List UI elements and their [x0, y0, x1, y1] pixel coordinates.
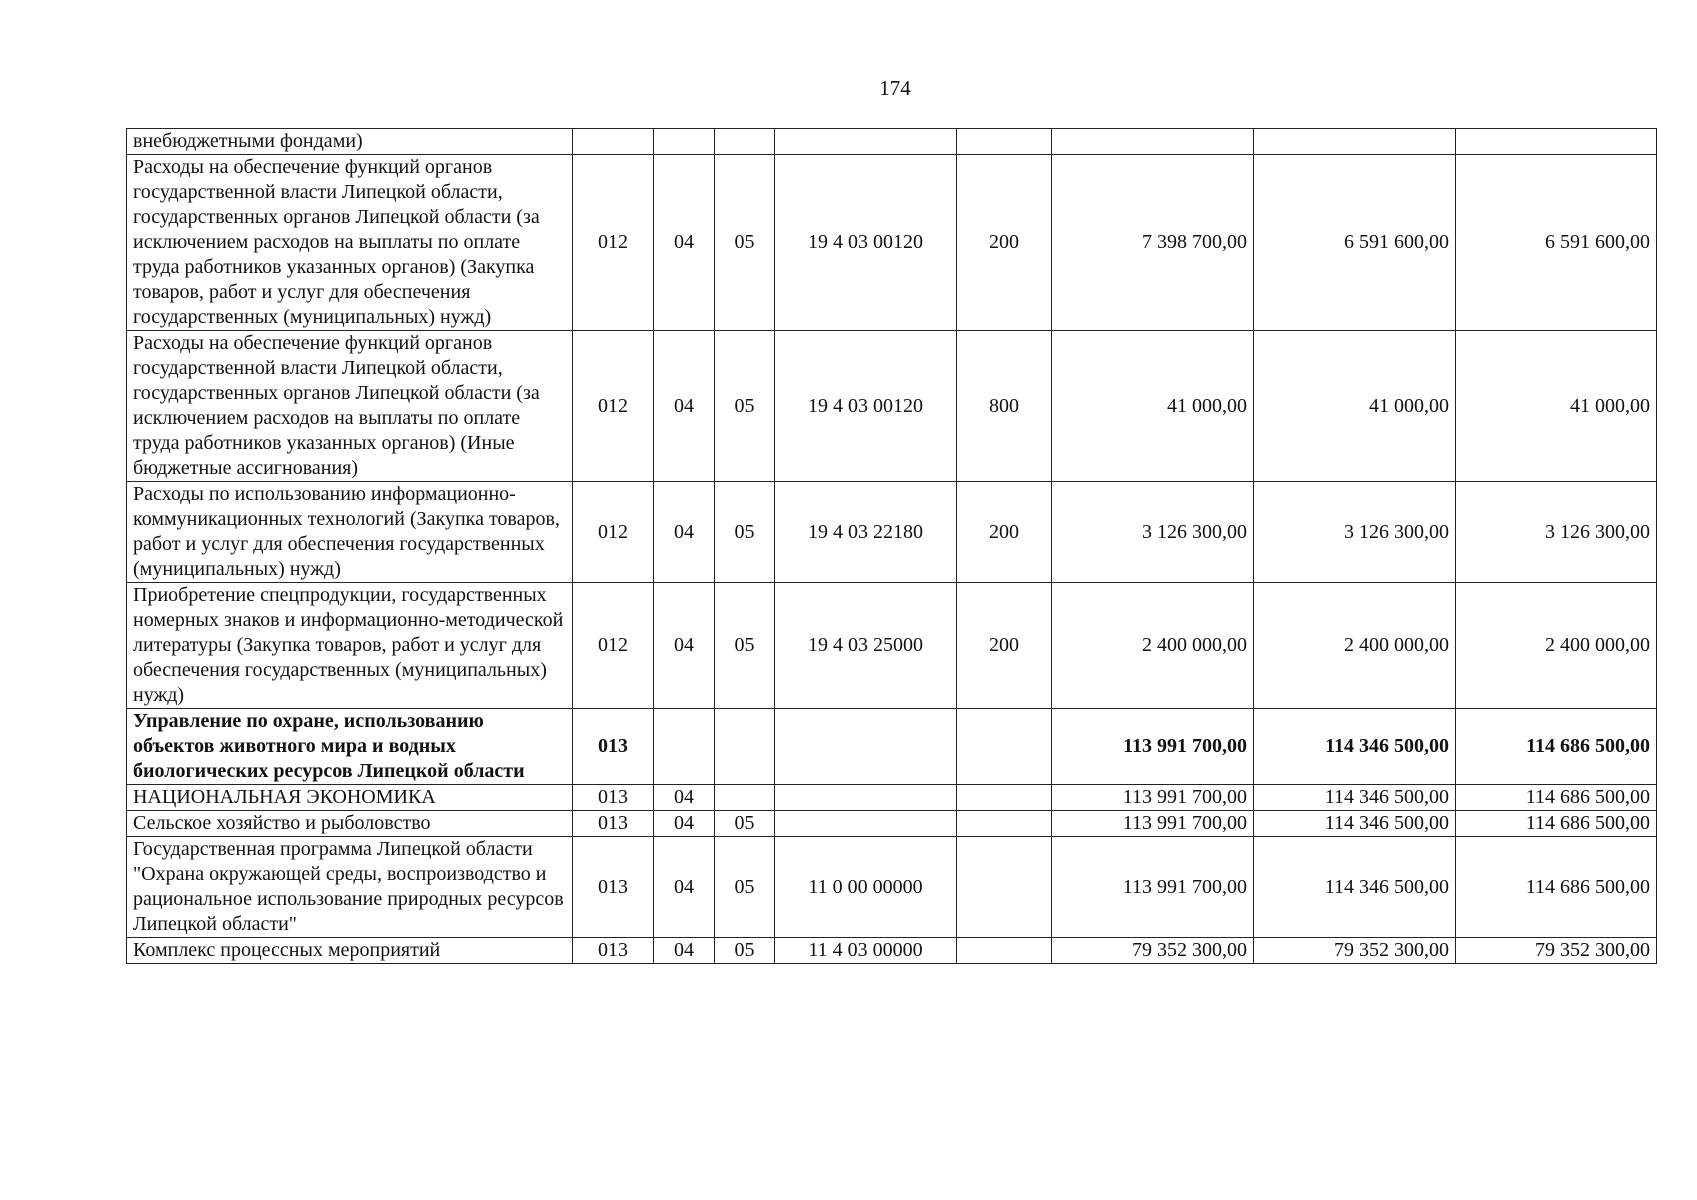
- cell-target-article: 19 4 03 25000: [775, 583, 957, 709]
- cell-department-code: 012: [573, 155, 654, 331]
- cell-expense-type: 800: [957, 331, 1052, 482]
- cell-department-code: 013: [573, 709, 654, 785]
- cell-amount-year1: 113 991 700,00: [1052, 837, 1254, 938]
- table-row: [127, 938, 1657, 964]
- cell-expense-type: [957, 709, 1052, 785]
- cell-expense-type: [957, 785, 1052, 811]
- cell-amount-year2: 114 346 500,00: [1254, 837, 1456, 938]
- cell-amount-year3: 114 686 500,00: [1456, 811, 1657, 837]
- cell-expense-type: [957, 837, 1052, 938]
- table-row: [127, 129, 1657, 155]
- table-row: [127, 785, 1657, 811]
- cell-expense-type: 200: [957, 155, 1052, 331]
- page-number: 174: [879, 76, 911, 100]
- cell-name: Управление по охране, использованию объектов животного мира и водных биологических ресурсов Липецкой области: [127, 709, 573, 785]
- cell-amount-year3: 114 686 500,00: [1456, 709, 1657, 785]
- cell-department-code: 013: [573, 785, 654, 811]
- cell-target-article: 11 4 03 00000: [775, 938, 957, 964]
- cell-name: Комплекс процессных мероприятий: [127, 938, 573, 964]
- cell-name: Государственная программа Липецкой области "Охрана окружающей среды, воспроизводство и рациональное использование природных ресурсов Липецкой области": [127, 837, 573, 938]
- cell-section-code: [654, 709, 715, 785]
- cell-target-article: [775, 129, 957, 155]
- cell-target-article: [775, 709, 957, 785]
- cell-amount-year3: 114 686 500,00: [1456, 837, 1657, 938]
- cell-name: Расходы на обеспечение функций органов государственной власти Липецкой области, государственных органов Липецкой области (за исключением расходов на выплаты по оплате труда работников указанных органов) (Иные бюджетные ассигнования): [127, 331, 573, 482]
- cell-amount-year3: [1456, 129, 1657, 155]
- cell-amount-year2: 6 591 600,00: [1254, 155, 1456, 331]
- cell-department-code: 012: [573, 482, 654, 583]
- cell-amount-year2: 79 352 300,00: [1254, 938, 1456, 964]
- cell-amount-year1: 41 000,00: [1052, 331, 1254, 482]
- cell-expense-type: [957, 129, 1052, 155]
- cell-department-code: 013: [573, 938, 654, 964]
- cell-amount-year1: 79 352 300,00: [1052, 938, 1254, 964]
- cell-name: внебюджетными фондами): [127, 129, 573, 155]
- cell-amount-year2: [1254, 129, 1456, 155]
- cell-amount-year2: 41 000,00: [1254, 331, 1456, 482]
- cell-subsection-code: 05: [715, 482, 775, 583]
- cell-amount-year2: 114 346 500,00: [1254, 811, 1456, 837]
- cell-amount-year3: 114 686 500,00: [1456, 785, 1657, 811]
- cell-amount-year2: 3 126 300,00: [1254, 482, 1456, 583]
- cell-subsection-code: [715, 129, 775, 155]
- cell-amount-year1: 7 398 700,00: [1052, 155, 1254, 331]
- cell-department-code: [573, 129, 654, 155]
- cell-amount-year1: 113 991 700,00: [1052, 709, 1254, 785]
- cell-amount-year1: [1052, 129, 1254, 155]
- cell-section-code: 04: [654, 155, 715, 331]
- cell-amount-year2: 114 346 500,00: [1254, 709, 1456, 785]
- cell-amount-year2: 2 400 000,00: [1254, 583, 1456, 709]
- table-row: [127, 331, 1657, 482]
- cell-department-code: 013: [573, 811, 654, 837]
- cell-target-article: 19 4 03 00120: [775, 331, 957, 482]
- cell-target-article: 11 0 00 00000: [775, 837, 957, 938]
- cell-amount-year3: 6 591 600,00: [1456, 155, 1657, 331]
- cell-department-code: 012: [573, 583, 654, 709]
- cell-subsection-code: 05: [715, 331, 775, 482]
- cell-amount-year1: 113 991 700,00: [1052, 785, 1254, 811]
- cell-department-code: 013: [573, 837, 654, 938]
- table-row: [127, 837, 1657, 938]
- cell-section-code: 04: [654, 331, 715, 482]
- table-row: [127, 811, 1657, 837]
- cell-name: Приобретение спецпродукции, государственных номерных знаков и информационно-методической литературы (Закупка товаров, работ и услуг для обеспечения государственных (муниципальных) нужд): [127, 583, 573, 709]
- cell-name: НАЦИОНАЛЬНАЯ ЭКОНОМИКА: [127, 785, 573, 811]
- cell-target-article: 19 4 03 00120: [775, 155, 957, 331]
- cell-expense-type: 200: [957, 583, 1052, 709]
- cell-section-code: 04: [654, 938, 715, 964]
- cell-subsection-code: 05: [715, 938, 775, 964]
- cell-section-code: [654, 129, 715, 155]
- cell-subsection-code: [715, 709, 775, 785]
- cell-section-code: 04: [654, 811, 715, 837]
- cell-expense-type: 200: [957, 482, 1052, 583]
- cell-amount-year1: 113 991 700,00: [1052, 811, 1254, 837]
- cell-target-article: [775, 811, 957, 837]
- cell-amount-year3: 41 000,00: [1456, 331, 1657, 482]
- budget-table: [126, 128, 1657, 964]
- cell-amount-year2: 114 346 500,00: [1254, 785, 1456, 811]
- cell-amount-year3: 2 400 000,00: [1456, 583, 1657, 709]
- cell-name: Расходы на обеспечение функций органов государственной власти Липецкой области, государственных органов Липецкой области (за исключением расходов на выплаты по оплате труда работников указанных органов) (Закупка товаров, работ и услуг для обеспечения государственных (муниципальных) нужд): [127, 155, 573, 331]
- cell-amount-year3: 3 126 300,00: [1456, 482, 1657, 583]
- cell-subsection-code: 05: [715, 155, 775, 331]
- cell-subsection-code: 05: [715, 811, 775, 837]
- table-body: [127, 129, 1657, 964]
- cell-subsection-code: 05: [715, 583, 775, 709]
- table-row: [127, 482, 1657, 583]
- cell-department-code: 012: [573, 331, 654, 482]
- cell-amount-year1: 2 400 000,00: [1052, 583, 1254, 709]
- cell-name: Расходы по использованию информационно-коммуникационных технологий (Закупка товаров, работ и услуг для обеспечения государственных (муниципальных) нужд): [127, 482, 573, 583]
- cell-name: Сельское хозяйство и рыболовство: [127, 811, 573, 837]
- table-row: [127, 155, 1657, 331]
- cell-section-code: 04: [654, 482, 715, 583]
- cell-amount-year1: 3 126 300,00: [1052, 482, 1254, 583]
- table-row: [127, 583, 1657, 709]
- cell-target-article: [775, 785, 957, 811]
- cell-amount-year3: 79 352 300,00: [1456, 938, 1657, 964]
- cell-expense-type: [957, 811, 1052, 837]
- cell-subsection-code: 05: [715, 837, 775, 938]
- cell-target-article: 19 4 03 22180: [775, 482, 957, 583]
- cell-section-code: 04: [654, 837, 715, 938]
- cell-subsection-code: [715, 785, 775, 811]
- cell-expense-type: [957, 938, 1052, 964]
- cell-section-code: 04: [654, 583, 715, 709]
- cell-section-code: 04: [654, 785, 715, 811]
- table-row: [127, 709, 1657, 785]
